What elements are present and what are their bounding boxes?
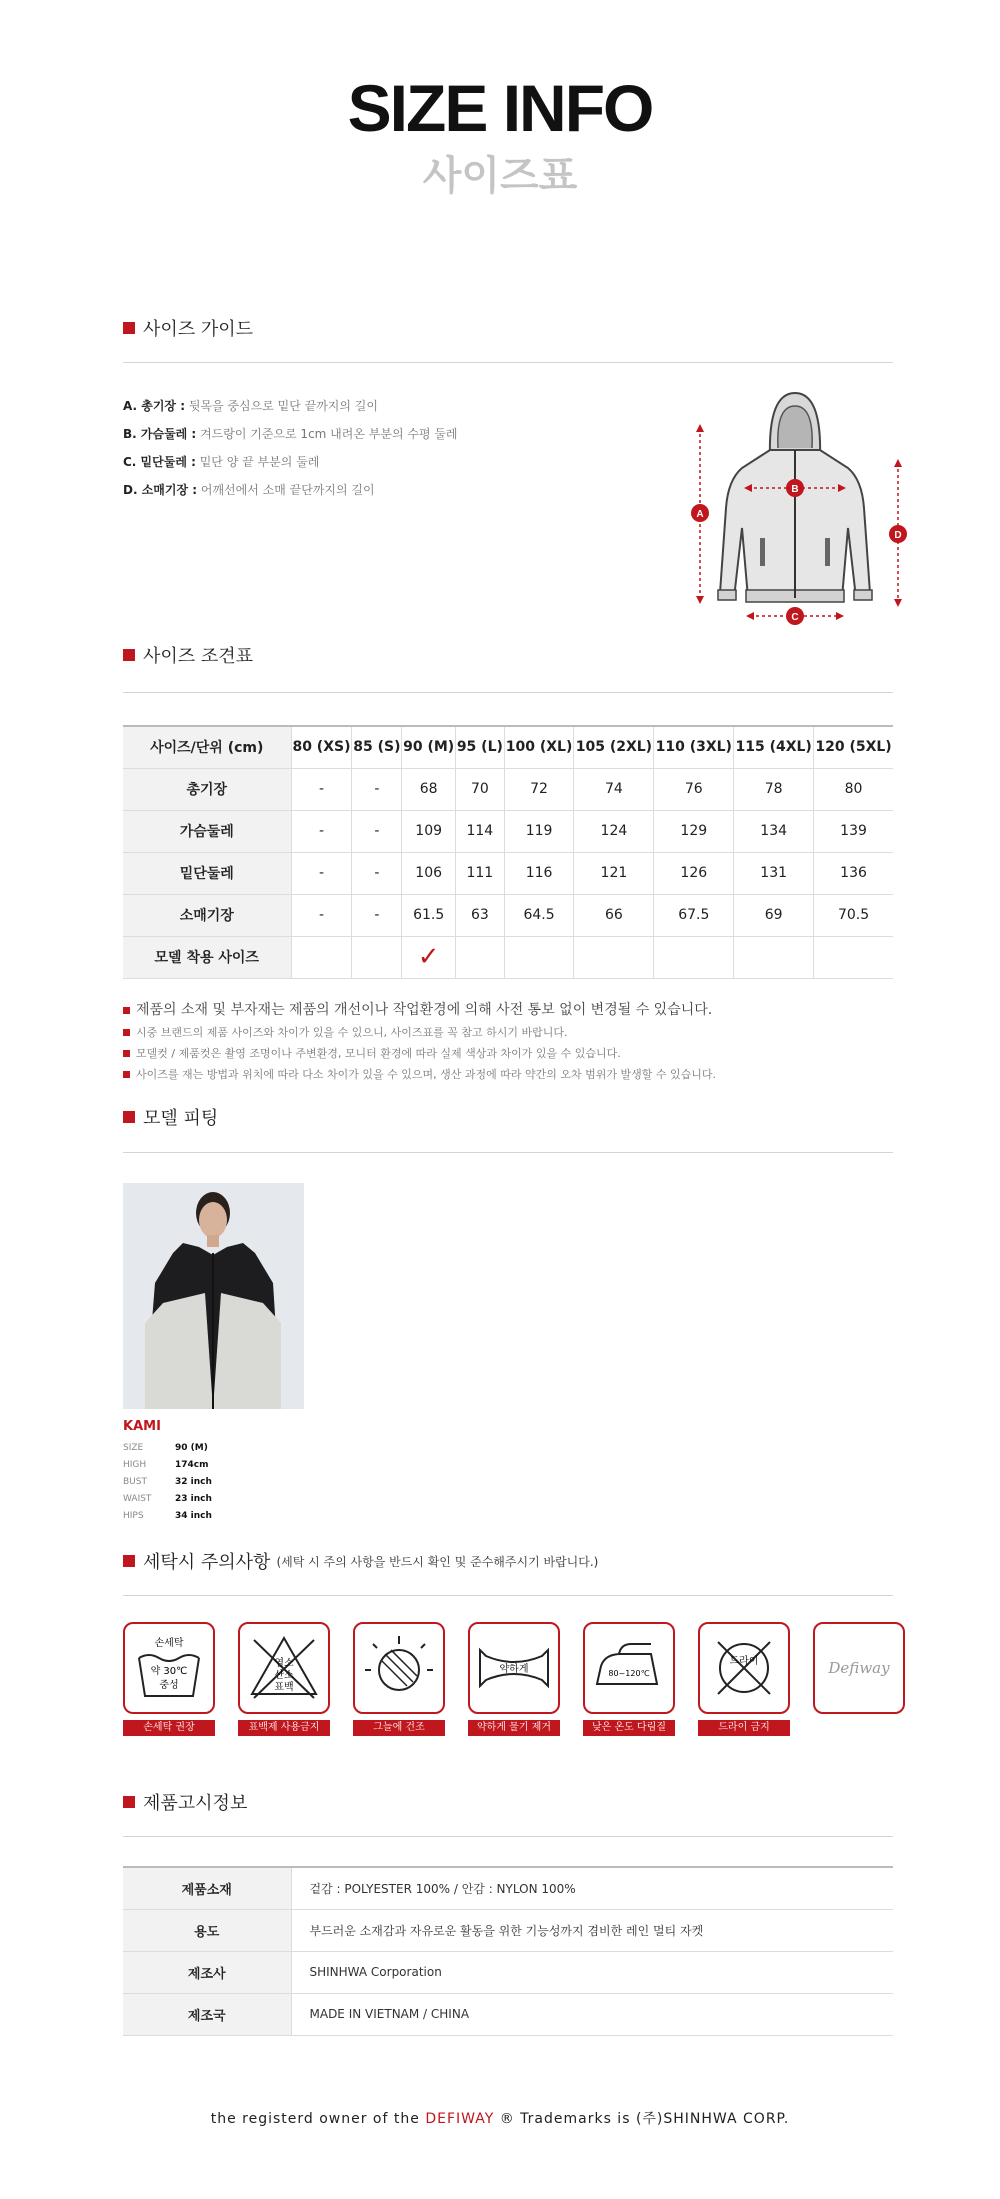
table-cell: 126 xyxy=(654,852,734,894)
table-cell: 106 xyxy=(402,852,456,894)
note-item xyxy=(123,1043,903,1064)
footer xyxy=(0,2108,1000,2128)
size-column-header: 105 (2XL) xyxy=(574,726,654,768)
note-item xyxy=(123,1064,903,1085)
svg-text:드라이: 드라이 xyxy=(729,1656,759,1667)
size-column-header: 95 (L) xyxy=(456,726,505,768)
section-title-model-fitting xyxy=(123,1104,218,1130)
divider xyxy=(123,1152,893,1153)
table-cell: 70.5 xyxy=(814,894,893,936)
label-c: C xyxy=(791,612,799,623)
bullet-square-icon xyxy=(123,1071,130,1078)
section-title-text: 모델 피팅 xyxy=(143,1108,219,1129)
spec-value: 32 inch xyxy=(175,1477,212,1487)
row-label: 총기장 xyxy=(123,768,291,810)
table-cell: 124 xyxy=(574,810,654,852)
table-row xyxy=(123,1909,893,1951)
model-spec-row xyxy=(123,1474,212,1491)
care-label: 드라이 금지 xyxy=(698,1720,790,1736)
info-label: 제품소재 xyxy=(123,1867,291,1909)
row-label: 모델 착용 사이즈 xyxy=(123,936,291,978)
table-cell: 119 xyxy=(504,810,574,852)
table-header-cell: 사이즈/단위 (cm) xyxy=(123,726,291,768)
checkmark-icon: ✓ xyxy=(417,942,440,972)
care-label: 약하게 물기 제거 xyxy=(468,1720,560,1736)
page-header xyxy=(0,70,1000,202)
bullet-square-icon xyxy=(123,1796,135,1808)
table-row xyxy=(123,768,893,810)
hand-wash-icon xyxy=(123,1622,215,1714)
table-cell: 80 xyxy=(814,768,893,810)
table-cell: 134 xyxy=(734,810,814,852)
bullet-square-icon xyxy=(123,1029,130,1036)
model-spec-row xyxy=(123,1491,212,1508)
brand-logo-text: Defiway xyxy=(828,1659,890,1677)
bullet-square-icon xyxy=(123,322,135,334)
table-cell: - xyxy=(291,810,352,852)
table-row xyxy=(123,1951,893,1993)
info-label: 용도 xyxy=(123,1909,291,1951)
model-spec-row xyxy=(123,1440,212,1457)
care-item xyxy=(123,1622,215,1736)
spec-key: SIZE xyxy=(123,1443,144,1453)
svg-text:표백: 표백 xyxy=(274,1682,294,1693)
guide-desc: 겨드랑이 기준으로 1cm 내려온 부분의 수평 둘레 xyxy=(200,427,458,441)
size-guide-list xyxy=(123,392,543,504)
note-text: 시중 브랜드의 제품 사이즈와 차이가 있을 수 있으니, 사이즈표를 꼭 참고 하시기 바랍니다. xyxy=(136,1026,568,1039)
section-title-text: 세탁시 주의사항 xyxy=(143,1552,271,1573)
info-label: 제조사 xyxy=(123,1951,291,1993)
table-cell xyxy=(814,936,893,978)
guide-desc: 밑단 양 끝 부분의 둘레 xyxy=(199,455,320,469)
section-title-product-info xyxy=(123,1789,247,1815)
bullet-square-icon xyxy=(123,1007,130,1014)
note-text: 제품의 소재 및 부자재는 제품의 개선이나 작업환경에 의해 사전 통보 없이 변경될 수 있습니다. xyxy=(136,1002,713,1018)
care-icons xyxy=(123,1622,913,1742)
section-title-text: 사이즈 가이드 xyxy=(143,319,254,340)
info-value: 겉감 : POLYESTER 100% / 안감 : NYLON 100% xyxy=(291,1867,893,1909)
spec-value: 23 inch xyxy=(175,1494,212,1504)
note-item xyxy=(123,998,903,1022)
spec-value: 174cm xyxy=(175,1460,209,1470)
model-spec-row xyxy=(123,1508,212,1525)
guide-key: D. 소매기장 : xyxy=(123,483,198,497)
table-row xyxy=(123,810,893,852)
note-item xyxy=(123,1022,903,1043)
size-table xyxy=(123,725,893,979)
model-photo xyxy=(123,1183,304,1409)
table-cell xyxy=(734,936,814,978)
bullet-square-icon xyxy=(123,649,135,661)
table-cell: 78 xyxy=(734,768,814,810)
table-cell: 111 xyxy=(456,852,505,894)
size-column-header: 115 (4XL) xyxy=(734,726,814,768)
no-dry-clean-icon xyxy=(698,1622,790,1714)
gentle-wring-icon xyxy=(468,1622,560,1714)
svg-text:80~120℃: 80~120℃ xyxy=(608,1669,650,1678)
table-cell: - xyxy=(352,768,402,810)
bullet-square-icon xyxy=(123,1050,130,1057)
spec-key: HIPS xyxy=(123,1511,144,1521)
table-cell: 129 xyxy=(654,810,734,852)
divider xyxy=(123,692,893,693)
guide-key: C. 밑단둘레 : xyxy=(123,455,196,469)
table-cell: 131 xyxy=(734,852,814,894)
section-title-size-guide xyxy=(123,315,253,341)
guide-desc: 뒷목을 중심으로 밑단 끝까지의 길이 xyxy=(188,399,378,413)
table-row-model-size xyxy=(123,936,893,978)
size-column-header: 120 (5XL) xyxy=(814,726,893,768)
table-cell: 109 xyxy=(402,810,456,852)
table-cell: 114 xyxy=(456,810,505,852)
model-illustration xyxy=(123,1183,304,1409)
note-text: 사이즈를 재는 방법과 위치에 따라 다소 차이가 있을 수 있으며, 생산 과정에 따라 약간의 오차 범위가 발생할 수 있습니다. xyxy=(136,1068,716,1081)
table-cell xyxy=(504,936,574,978)
table-cell: 121 xyxy=(574,852,654,894)
section-title-size-table xyxy=(123,642,253,668)
notes-list xyxy=(123,998,903,1085)
label-a: A xyxy=(696,509,704,520)
table-cell: 69 xyxy=(734,894,814,936)
table-cell xyxy=(352,936,402,978)
size-column-header: 110 (3XL) xyxy=(654,726,734,768)
table-cell xyxy=(654,936,734,978)
spec-key: WAIST xyxy=(123,1494,152,1504)
table-cell: - xyxy=(352,852,402,894)
table-cell: 76 xyxy=(654,768,734,810)
guide-key: A. 총기장 : xyxy=(123,399,185,413)
table-cell: 61.5 xyxy=(402,894,456,936)
care-label: 표백제 사용금지 xyxy=(238,1720,330,1736)
care-note: (세탁 시 주의 사항을 반드시 확인 및 준수해주시기 바랍니다.) xyxy=(276,1554,599,1569)
spec-key: HIGH xyxy=(123,1460,147,1470)
row-label: 소매기장 xyxy=(123,894,291,936)
footer-text-pre: the registerd owner of the xyxy=(210,2111,420,2127)
section-title-text: 제품고시정보 xyxy=(143,1793,248,1814)
shade-dry-icon xyxy=(353,1622,445,1714)
size-column-header: 85 (S) xyxy=(352,726,402,768)
product-info-table xyxy=(123,1866,893,2036)
svg-text:약하게: 약하게 xyxy=(499,1664,529,1675)
care-item xyxy=(583,1622,675,1736)
footer-brand: DEFIWAY xyxy=(425,2111,495,2127)
bullet-square-icon xyxy=(123,1555,135,1567)
table-cell: - xyxy=(352,810,402,852)
size-column-header: 90 (M) xyxy=(402,726,456,768)
table-cell: - xyxy=(352,894,402,936)
row-label: 가슴둘레 xyxy=(123,810,291,852)
guide-item xyxy=(123,448,543,476)
table-cell xyxy=(456,936,505,978)
care-item xyxy=(353,1622,445,1736)
size-column-header: 80 (XS) xyxy=(291,726,352,768)
table-row xyxy=(123,1867,893,1909)
divider xyxy=(123,1595,893,1596)
info-value: MADE IN VIETNAM / CHINA xyxy=(291,1993,893,2035)
table-cell: 67.5 xyxy=(654,894,734,936)
spec-value: 90 (M) xyxy=(175,1443,208,1453)
table-row xyxy=(123,852,893,894)
section-title-care xyxy=(123,1548,598,1574)
table-row xyxy=(123,1993,893,2035)
table-cell: 64.5 xyxy=(504,894,574,936)
size-column-header: 100 (XL) xyxy=(504,726,574,768)
no-bleach-icon xyxy=(238,1622,330,1714)
svg-text:약 30℃: 약 30℃ xyxy=(150,1666,188,1677)
spec-value: 34 inch xyxy=(175,1511,212,1521)
table-cell: - xyxy=(291,852,352,894)
table-cell: 74 xyxy=(574,768,654,810)
info-value: 부드러운 소재감과 자유로운 활동을 위한 기능성까지 겸비한 레인 멀티 자켓 xyxy=(291,1909,893,1951)
table-cell: 116 xyxy=(504,852,574,894)
table-cell: - xyxy=(291,768,352,810)
model-name: KAMI xyxy=(123,1419,161,1434)
row-label: 밑단둘레 xyxy=(123,852,291,894)
care-item xyxy=(813,1622,905,1714)
guide-desc: 어깨선에서 소매 끝단까지의 길이 xyxy=(200,483,375,497)
table-cell: 72 xyxy=(504,768,574,810)
svg-text:산소: 산소 xyxy=(274,1670,294,1681)
table-cell xyxy=(291,936,352,978)
guide-item xyxy=(123,476,543,504)
label-d: D xyxy=(894,530,902,541)
section-title-text: 사이즈 조견표 xyxy=(143,646,254,667)
model-specs xyxy=(123,1440,212,1525)
model-spec-row xyxy=(123,1457,212,1474)
svg-text:염소: 염소 xyxy=(274,1658,294,1669)
divider xyxy=(123,1836,893,1837)
table-cell: 66 xyxy=(574,894,654,936)
table-header-row xyxy=(123,726,893,768)
low-iron-icon xyxy=(583,1622,675,1714)
table-cell: 70 xyxy=(456,768,505,810)
brand-logo-icon xyxy=(813,1622,905,1714)
page-title: SIZE INFO xyxy=(347,71,653,145)
table-row xyxy=(123,894,893,936)
svg-text:중성: 중성 xyxy=(159,1680,179,1691)
care-label: 손세탁 권장 xyxy=(123,1720,215,1736)
note-text: 모델컷 / 제품컷은 촬영 조명이나 주변환경, 모니터 환경에 따라 실제 색상과 차이가 있을 수 있습니다. xyxy=(136,1047,621,1060)
svg-text:손세탁: 손세탁 xyxy=(154,1638,184,1649)
info-value: SHINHWA Corporation xyxy=(291,1951,893,1993)
table-cell: 63 xyxy=(456,894,505,936)
table-cell: 68 xyxy=(402,768,456,810)
care-item xyxy=(698,1622,790,1736)
guide-key: B. 가슴둘레 : xyxy=(123,427,197,441)
spec-key: BUST xyxy=(123,1477,147,1487)
care-label: 그늘에 건조 xyxy=(353,1720,445,1736)
bullet-square-icon xyxy=(123,1111,135,1123)
guide-item xyxy=(123,392,543,420)
page-subtitle: 사이즈표 xyxy=(422,153,578,199)
guide-item xyxy=(123,420,543,448)
care-item xyxy=(238,1622,330,1736)
info-label: 제조국 xyxy=(123,1993,291,2035)
table-cell: 139 xyxy=(814,810,893,852)
table-cell xyxy=(402,936,456,978)
care-item xyxy=(468,1622,560,1736)
table-cell xyxy=(574,936,654,978)
divider xyxy=(123,362,893,363)
table-cell: - xyxy=(291,894,352,936)
table-cell: 136 xyxy=(814,852,893,894)
care-label: 낮은 온도 다림질 xyxy=(583,1720,675,1736)
label-b: B xyxy=(791,484,799,495)
footer-text-post: ® Trademarks is (주)SHINHWA CORP. xyxy=(499,2111,790,2127)
jacket-diagram xyxy=(670,388,920,628)
